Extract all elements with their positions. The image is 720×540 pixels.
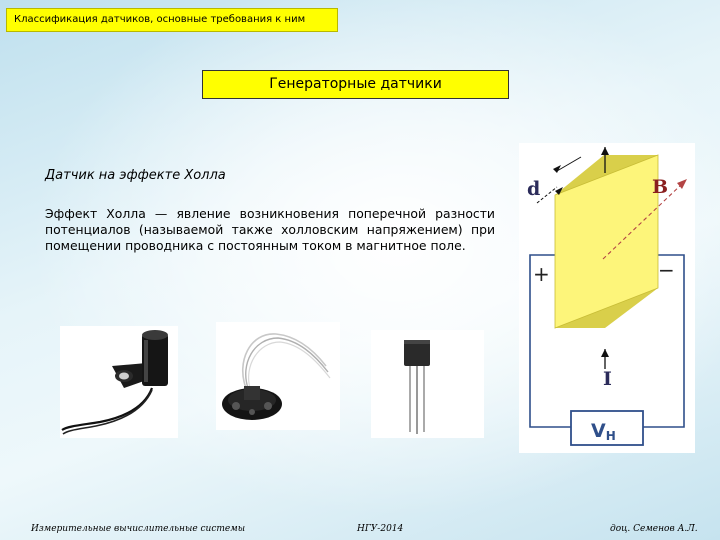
sensor-photo-cylinder [60, 326, 178, 438]
section-header: Классификация датчиков, основные требования к ним [6, 8, 338, 32]
label-plus: + [533, 262, 550, 286]
footer-university: НГУ-2014 [357, 524, 404, 534]
current-arrowhead-top [601, 147, 609, 155]
footer-author: доц. Семенов А.Л. [610, 524, 698, 534]
sensor-photo-to92 [371, 330, 484, 438]
slide-paragraph: Эффект Холла — явление возникновения поперечной разности потенциалов (называемой также холловским напряжением) при помещении проводника с постоянным током в магнитное поле. [45, 206, 495, 253]
hall-plate [555, 155, 658, 328]
sensor-photo-rotor [216, 322, 340, 430]
footer-course: Измерительные вычислительные системы [31, 524, 246, 534]
slide-subheading: Датчик на эффекте Холла [45, 168, 226, 183]
label-hall-voltage-main: V [591, 420, 606, 442]
slide-title: Генераторные датчики [202, 70, 509, 99]
b-field-arrowhead [677, 179, 687, 189]
hall-effect-diagram-svg [519, 143, 695, 453]
label-hall-voltage-sub: H [605, 429, 616, 443]
hall-effect-diagram [519, 143, 695, 453]
current-arrowhead-bottom [601, 349, 609, 357]
label-magnetic-field-b: B [652, 176, 669, 198]
label-thickness-d: d [527, 178, 541, 200]
label-current-i: I [603, 368, 612, 390]
label-minus: − [658, 258, 675, 282]
thickness-arrow-top [557, 157, 581, 171]
